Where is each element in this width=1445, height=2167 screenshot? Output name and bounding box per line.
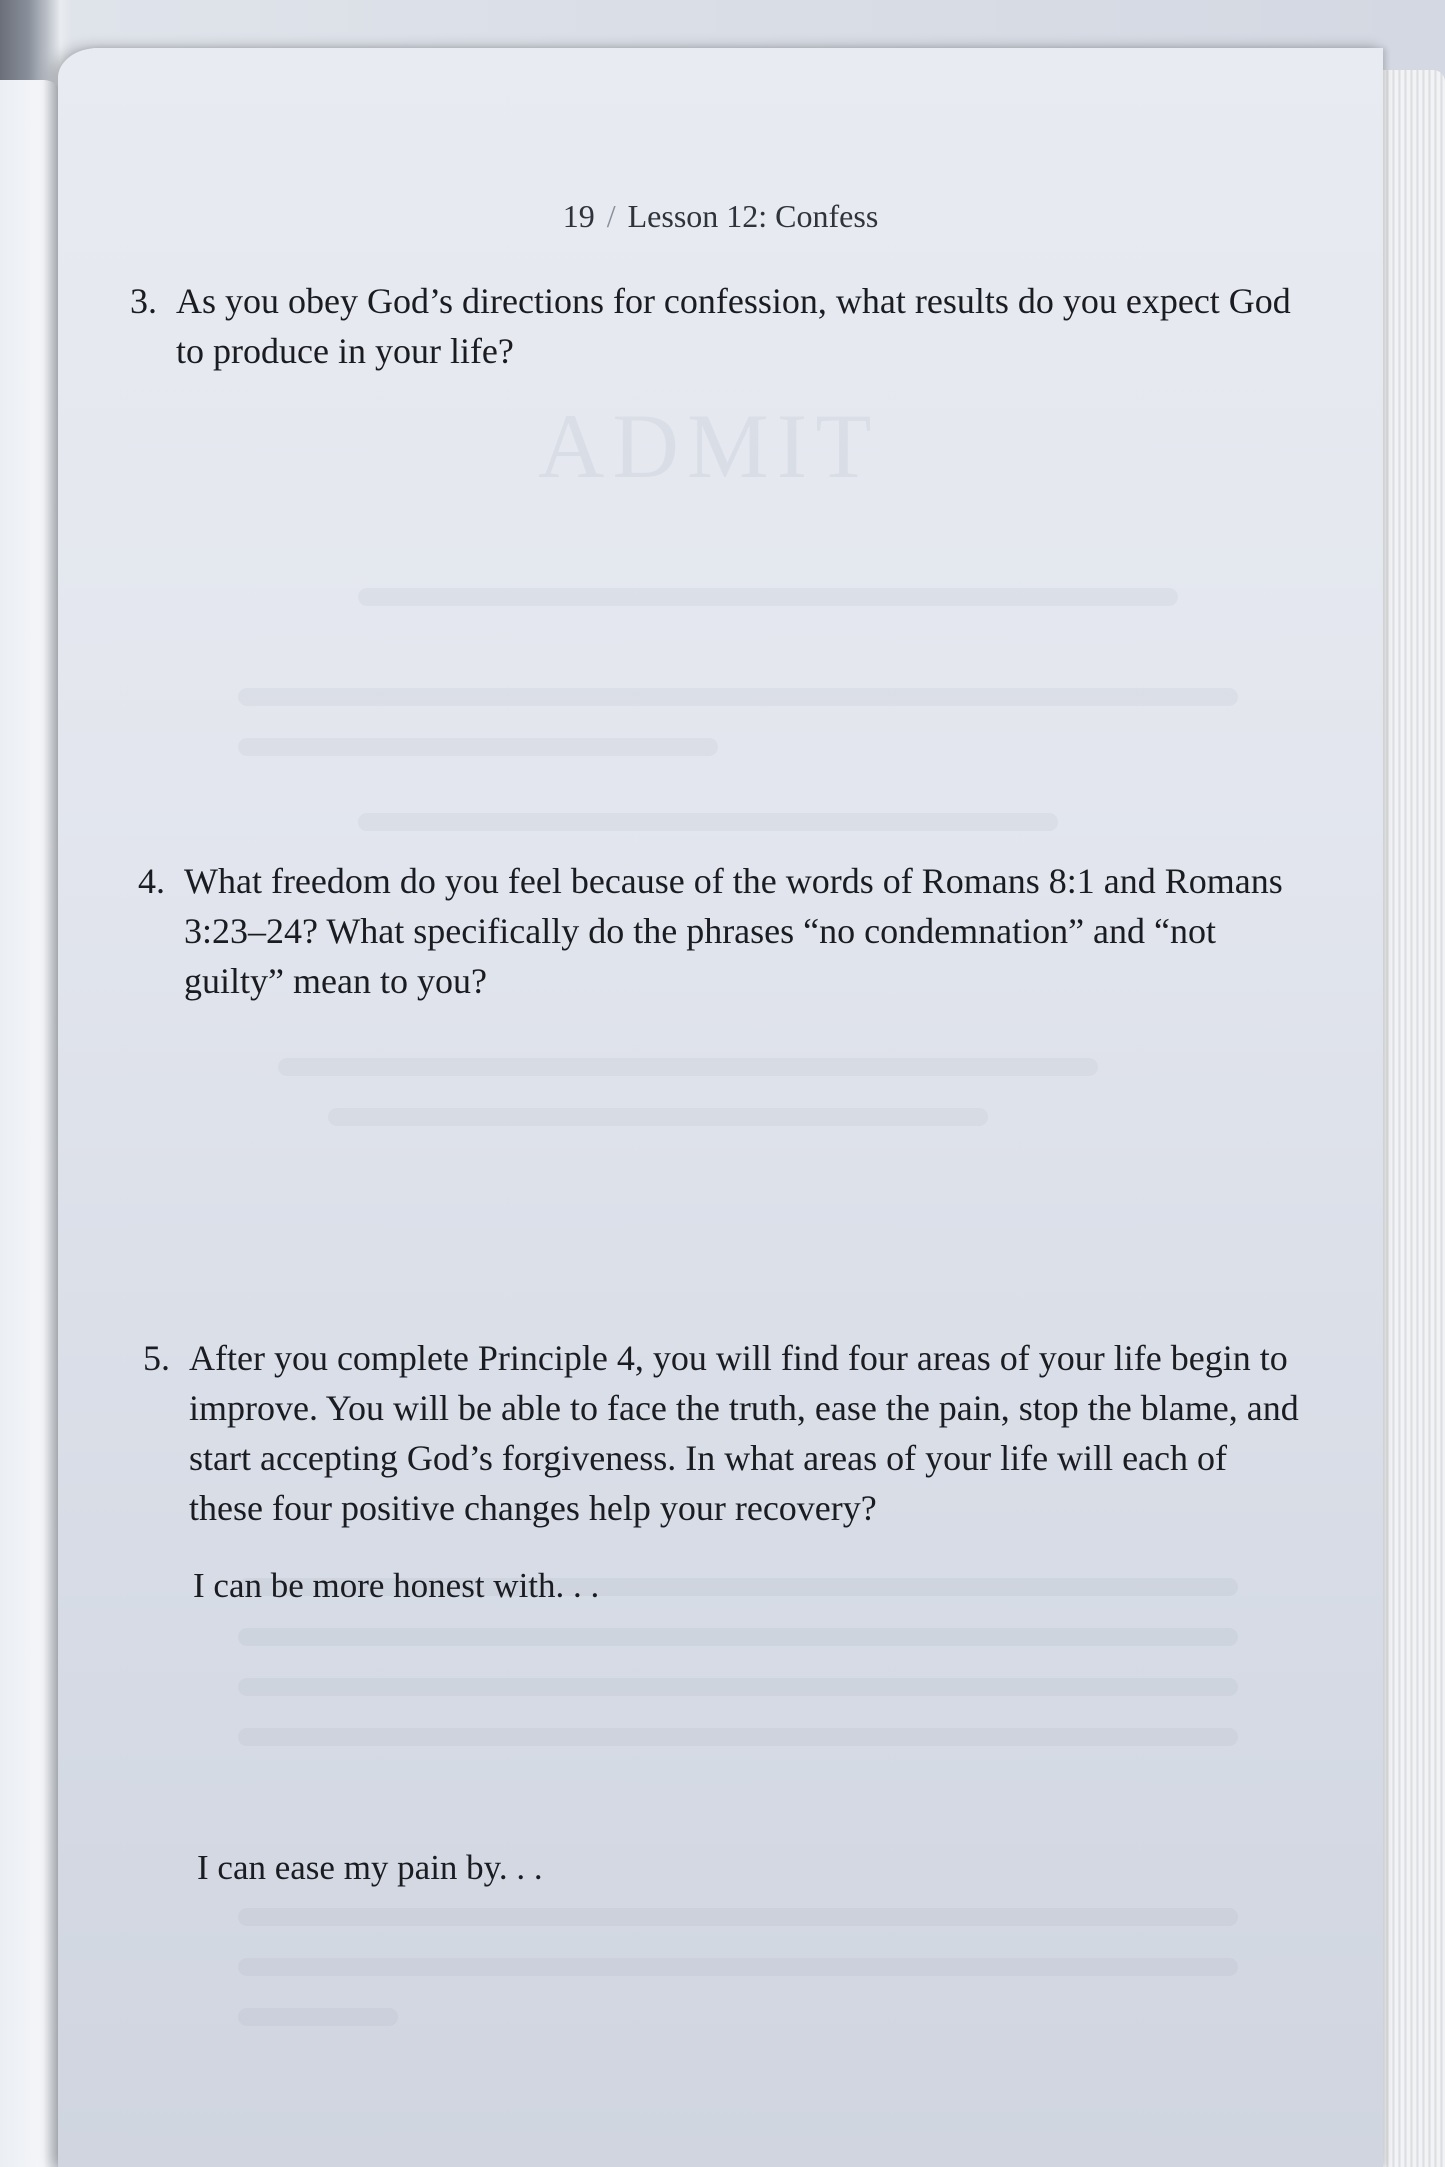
running-head-separator: / [606, 198, 616, 234]
page-stack-edges [1383, 70, 1445, 2167]
bleed-through-line [358, 813, 1058, 831]
question-text: As you obey God’s directions for confession, what results do you expect God to produce in your life? [176, 281, 1291, 371]
bleed-through-line [238, 2008, 398, 2026]
bleed-through-line [238, 1908, 1238, 1926]
bleed-through-line [238, 1728, 1238, 1746]
bleed-through-line [238, 1628, 1238, 1646]
bleed-through-line [278, 1058, 1098, 1076]
question-text: What freedom do you feel because of the words of Romans 8:1 and Romans 3:23–24? What specifically do the phrases “no condemnation” and “not guilty” mean to you? [184, 861, 1283, 1001]
question-4 [138, 856, 1299, 1006]
bleed-through-line [328, 1108, 988, 1126]
bleed-through-line [238, 1958, 1238, 1976]
page-number: 19 [562, 198, 595, 234]
bleed-through-line [358, 588, 1178, 606]
question-number: 3. [130, 281, 157, 321]
facing-page-edge [0, 80, 62, 2167]
lesson-title: Lesson 12: Confess [627, 198, 879, 234]
question-number: 5. [143, 1338, 170, 1378]
bleed-through-text: ADMIT [538, 395, 880, 497]
bleed-through-line [238, 688, 1238, 706]
question-text: After you complete Principle 4, you will find four areas of your life begin to improve. You will be able to face the truth, ease the pain, stop the blame, and start accepting God’s forgiveness. In what areas of your life will each of these four positive changes help your recovery? [189, 1338, 1299, 1528]
prompt-ease-pain: I can ease my pain by. . . [197, 1848, 543, 1887]
question-5 [143, 1333, 1309, 1533]
bleed-through-line [238, 1678, 1238, 1696]
question-number: 4. [138, 861, 165, 901]
bleed-through-line [238, 738, 718, 756]
book-page [58, 48, 1383, 2167]
prompt-honest: I can be more honest with. . . [193, 1566, 600, 1605]
running-head [58, 198, 1383, 235]
question-3 [130, 276, 1291, 376]
